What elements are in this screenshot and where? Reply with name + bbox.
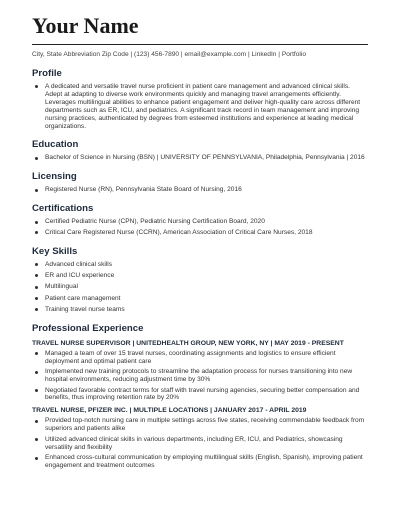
bullet-icon [35, 420, 38, 423]
bullet-icon [35, 389, 38, 392]
list-item [32, 350, 368, 366]
list-item [32, 218, 368, 226]
bullet-icon [35, 308, 38, 311]
list-item [32, 306, 368, 314]
bullet-icon [35, 457, 38, 460]
contact-line: City, State Abbreviation Zip Code | (123) 456-7890 | email@example.com | LinkedIn | Portfolio [32, 51, 307, 58]
list-item [32, 186, 368, 194]
education-heading: Education [32, 139, 79, 151]
list-item [32, 368, 368, 384]
bullet-icon [35, 85, 38, 88]
bullet-icon [35, 221, 38, 224]
skill-entry: Patient care management [45, 294, 121, 302]
bullet-icon [35, 263, 38, 266]
skills-heading: Key Skills [32, 245, 78, 257]
licensing-section [32, 171, 368, 194]
experience-section [32, 323, 368, 470]
bullet-icon [35, 157, 38, 160]
profile-summary [32, 83, 368, 130]
list-item [32, 387, 368, 403]
list-item [32, 283, 368, 291]
bullet-icon [35, 297, 38, 300]
skill-entry: ER and ICU experience [45, 271, 115, 279]
list-item [32, 154, 368, 162]
profile-text: A dedicated and versatile travel nurse proficient in patient care management and advanced clinical skills. Adept at adapting to diverse work environments quickly and managing travel arrangements efficiently. Leverages multilingual abilities to enhance patient engagement and deliver high-quality care across different departments such as ER, ICU, and pediatrics. A significant track record in team management and improving nursing practices, authenticated by degrees from esteemed institutions and experience at leading medical organizations. [45, 83, 361, 130]
profile-heading: Profile [32, 68, 62, 79]
certification-entry: Critical Care Registered Nurse (CCRN), American Association of Critical Care Nurses, 2018 [45, 228, 313, 236]
header-divider [32, 44, 368, 45]
list-item [32, 261, 368, 269]
skill-entry: Training travel nurse teams [45, 305, 125, 313]
candidate-name: Your Name [32, 13, 139, 38]
job-title-line: TRAVEL NURSE SUPERVISOR | UNITEDHEALTH GROUP, NEW YORK, NY | MAY 2019 - PRESENT [32, 339, 344, 347]
job-title-line: TRAVEL NURSE, PFIZER INC. | MULTIPLE LOCATIONS | JANUARY 2017 - APRIL 2019 [32, 407, 307, 415]
list-item [32, 229, 368, 237]
skills-section [32, 246, 368, 314]
bullet-icon [35, 352, 38, 355]
list-item [32, 272, 368, 280]
job-bullet: Managed a team of over 15 travel nurses, coordinating assignments and logistics to ensure efficient deployment and optimal patient care [45, 349, 336, 365]
education-section [32, 139, 368, 162]
license-entry: Registered Nurse (RN), Pennsylvania State Board of Nursing, 2016 [45, 186, 242, 194]
bullet-icon [35, 189, 38, 192]
bullet-icon [35, 286, 38, 289]
skill-entry: Advanced clinical skills [45, 260, 113, 268]
list-item [32, 436, 368, 452]
experience-heading: Professional Experience [32, 322, 144, 334]
list-item [32, 417, 368, 433]
licensing-heading: Licensing [32, 171, 77, 183]
profile-section [32, 68, 368, 130]
job-bullet: Provided top-notch nursing care in multiple settings across five states, receiving commendable feedback from superiors and patients alike [45, 417, 365, 433]
skill-entry: Multilingual [45, 283, 78, 291]
job-bullet: Negotiated favorable contract terms for staff with travel nursing agencies, securing better compensation and benefits, thus improving retention rate by 20% [45, 386, 360, 402]
certifications-section [32, 203, 368, 236]
education-entry: Bachelor of Science in Nursing (BSN) | UNIVERSITY OF PENNSYLVANIA, Philadelphia, Pennsylvania | 2016 [45, 154, 365, 162]
bullet-icon [35, 438, 38, 441]
job-bullet: Utilized advanced clinical skills in various departments, including ER, ICU, and Pediatrics, showcasing versatility and flexibility [45, 435, 343, 451]
bullet-icon [35, 371, 38, 374]
certification-entry: Certified Pediatric Nurse (CPN), Pediatric Nursing Certification Board, 2020 [45, 218, 265, 226]
job-entry [32, 406, 368, 470]
job-bullet: Implemented new training protocols to streamline the adaptation process for nurses transitioning into new hospital environments, reducing adjustment time by 30% [45, 368, 353, 384]
job-entry [32, 339, 368, 403]
list-item [32, 454, 368, 470]
certifications-heading: Certifications [32, 203, 94, 215]
bullet-icon [35, 231, 38, 234]
job-bullet: Enhanced cross-cultural communication by employing multilingual skills (English, Spanish), improving patient engagement and treatment outcomes [45, 454, 363, 470]
bullet-icon [35, 274, 38, 277]
list-item [32, 295, 368, 303]
